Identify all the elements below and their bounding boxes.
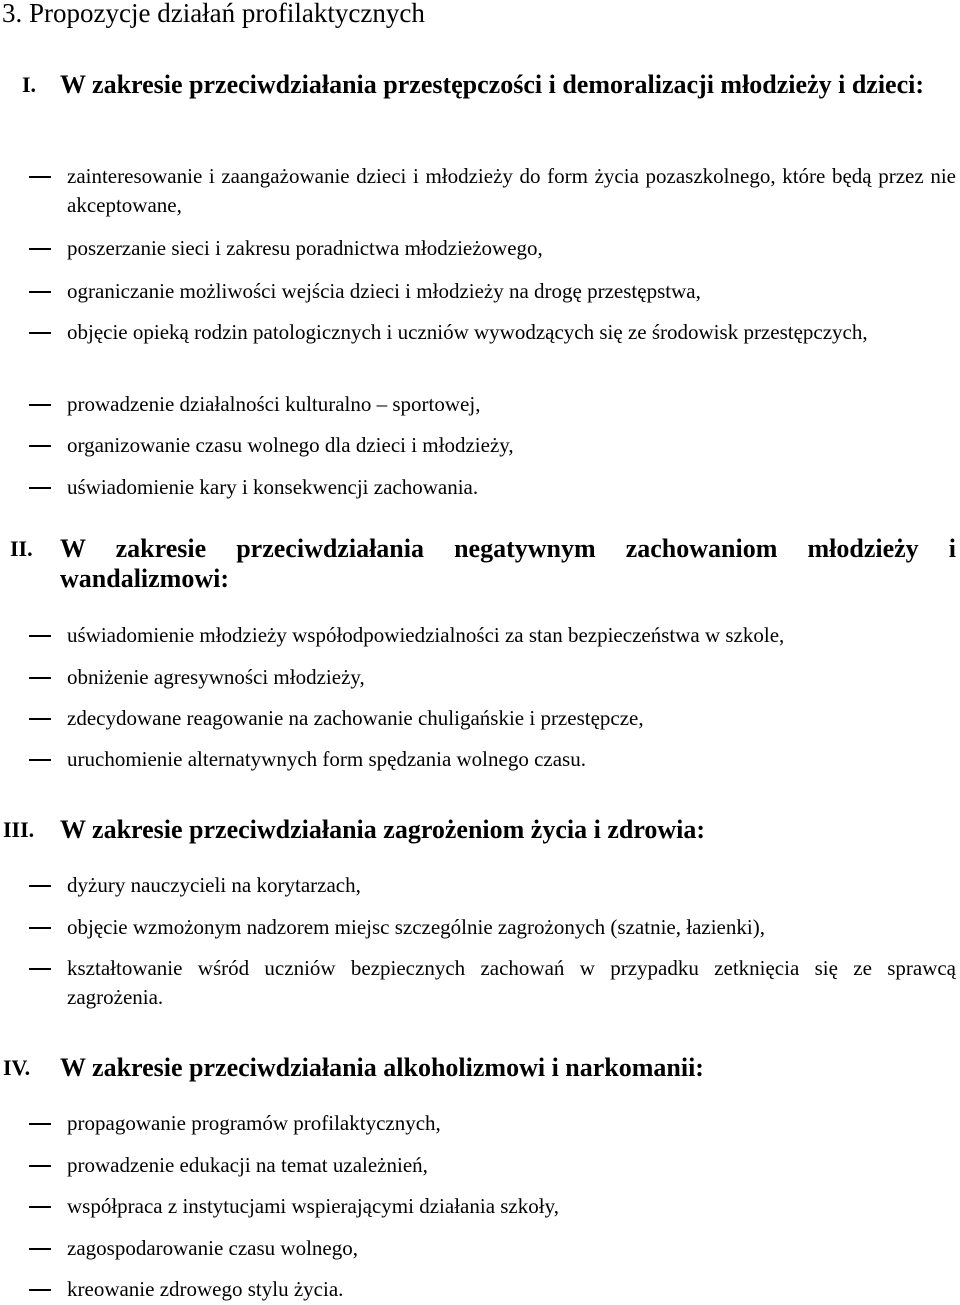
section-3 [0, 815, 960, 1014]
dash-bullet [29, 404, 51, 406]
list-item [0, 871, 960, 913]
item-text: objęcie opieką rodzin patologicznych i uczniów wywodzących się ze środowisk przestępczych, [67, 320, 868, 344]
page-title: 3. Propozycje działań profilaktycznych [2, 0, 425, 28]
list-item [0, 913, 960, 954]
item-list [0, 621, 960, 785]
item-text: obniżenie agresywności młodzieży, [67, 665, 365, 689]
dash-bullet [29, 968, 51, 970]
item-text: propagowanie programów profilaktycznych, [67, 1111, 441, 1135]
dash-bullet [29, 176, 51, 178]
list-item [0, 663, 960, 704]
section-number: IV. [3, 1055, 31, 1080]
section-title: W zakresie przeciwdziałania negatywnym zachowaniom młodzieży i wandalizmowi: [60, 534, 956, 593]
dash-bullet [29, 759, 51, 761]
section-heading [0, 815, 960, 871]
dash-bullet [29, 635, 51, 637]
item-text: prowadzenie edukacji na temat uzależnień, [67, 1153, 428, 1177]
item-text: uświadomienie młodzieży współodpowiedzialności za stan bezpieczeństwa w szkole, [67, 623, 785, 647]
section-4 [0, 1053, 960, 1305]
dash-bullet [29, 1123, 51, 1125]
item-text: kreowanie zdrowego stylu życia. [67, 1277, 344, 1301]
section-number: I. [22, 72, 37, 97]
dash-bullet [29, 927, 51, 929]
list-item [0, 277, 960, 318]
item-text: dyżury nauczycieli na korytarzach, [67, 873, 361, 897]
list-item [0, 1275, 960, 1305]
dash-bullet [29, 1165, 51, 1167]
item-text: poszerzanie sieci i zakresu poradnictwa młodzieżowego, [67, 236, 543, 260]
section-heading [0, 534, 960, 621]
item-text: współpraca z instytucjami wspierającymi działania szkoły, [67, 1194, 559, 1218]
dash-bullet [29, 332, 51, 334]
dash-bullet [29, 1289, 51, 1291]
section-heading [0, 1053, 960, 1109]
item-text: ograniczanie możliwości wejścia dzieci i młodzieży na drogę przestępstwa, [67, 279, 701, 303]
list-item [0, 1151, 960, 1192]
section-2 [0, 534, 960, 785]
list-item [0, 1234, 960, 1275]
list-item [0, 162, 960, 234]
list-item [0, 1192, 960, 1234]
section-number: II. [10, 536, 33, 561]
item-list [0, 871, 960, 1014]
list-item [0, 318, 960, 390]
list-item [0, 954, 960, 1014]
item-list [0, 162, 960, 513]
section-title: W zakresie przeciwdziałania alkoholizmowi i narkomanii: [60, 1053, 704, 1082]
item-list [0, 1109, 960, 1305]
list-item [0, 704, 960, 745]
dash-bullet [29, 445, 51, 447]
list-item [0, 473, 960, 513]
section-title: W zakresie przeciwdziałania zagrożeniom życia i zdrowia: [60, 815, 706, 844]
dash-bullet [29, 291, 51, 293]
section-1 [0, 70, 960, 513]
item-text: uświadomienie kary i konsekwencji zachowania. [67, 475, 479, 499]
list-item [0, 1109, 960, 1151]
list-item [0, 431, 960, 473]
dash-bullet [29, 1206, 51, 1208]
section-heading [0, 70, 960, 162]
list-item [0, 621, 960, 663]
item-text: objęcie wzmożonym nadzorem miejsc szczególnie zagrożonych (szatnie, łazienki), [67, 915, 765, 939]
item-text: uruchomienie alternatywnych form spędzania wolnego czasu. [67, 747, 586, 771]
dash-bullet [29, 487, 51, 489]
dash-bullet [29, 718, 51, 720]
section-title: W zakresie przeciwdziałania przestępczości i demoralizacji młodzieży i dzieci: [60, 70, 925, 99]
dash-bullet [29, 1248, 51, 1250]
item-text: kształtowanie wśród uczniów bezpiecznych zachowań w przypadku zetknięcia się ze sprawcą zagrożenia. [67, 956, 956, 1009]
item-text: zagospodarowanie czasu wolnego, [67, 1236, 358, 1260]
list-item [0, 390, 960, 431]
dash-bullet [29, 885, 51, 887]
item-text: zainteresowanie i zaangażowanie dzieci i młodzieży do form życia pozaszkolnego, które będą przez nie akceptowane, [67, 164, 956, 217]
section-number: III. [3, 817, 35, 842]
item-text: zdecydowane reagowanie na zachowanie chuligańskie i przestępcze, [67, 706, 644, 730]
dash-bullet [29, 248, 51, 250]
list-item [0, 745, 960, 785]
item-text: prowadzenie działalności kulturalno – sportowej, [67, 392, 481, 416]
list-item [0, 234, 960, 277]
item-text: organizowanie czasu wolnego dla dzieci i młodzieży, [67, 433, 514, 457]
dash-bullet [29, 677, 51, 679]
